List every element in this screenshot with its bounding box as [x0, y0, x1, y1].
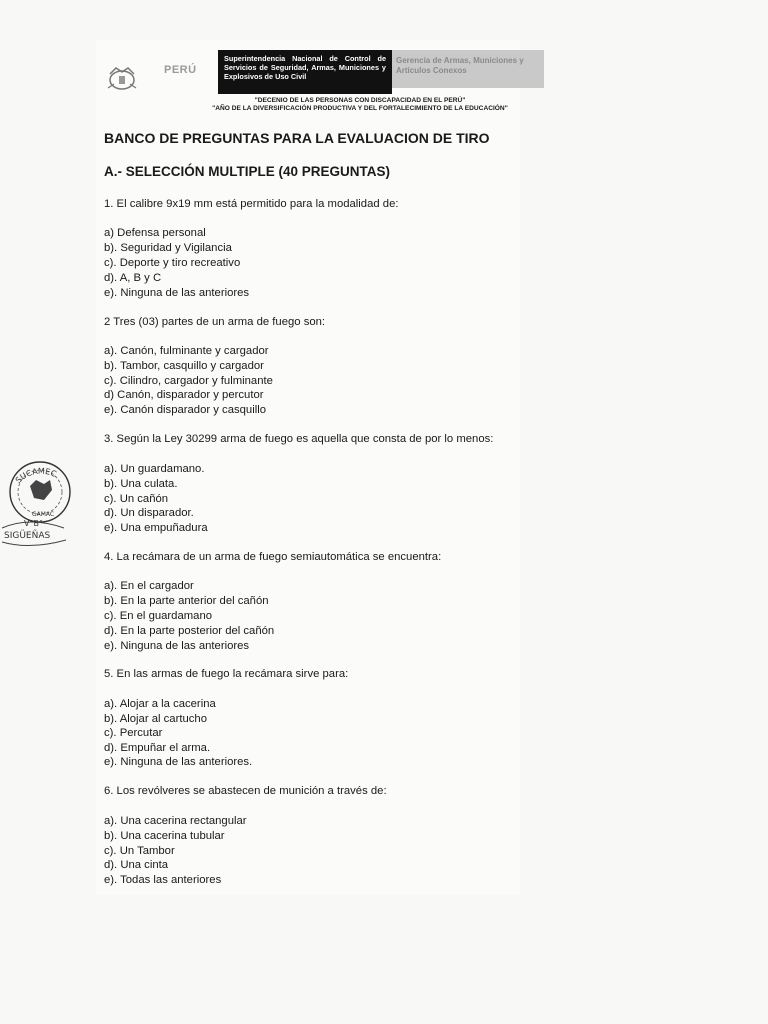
question-1: 1. El calibre 9x19 mm está permitido para la modalidad de: — [104, 198, 399, 210]
question-1-option: e). Ninguna de las anteriores — [104, 287, 250, 299]
institution-block: Superintendencia Nacional de Control de Servicios de Seguridad, Armas, Municiones y Explosivos de Uso Civil — [218, 50, 392, 94]
question-2: 2 Tres (03) partes de un arma de fuego son: — [104, 316, 326, 328]
stamp-text-mid: GAMAC — [32, 511, 55, 518]
stamp-name: SIGÜEÑAS — [4, 531, 51, 541]
question-5: 5. En las armas de fuego la recámara sirve para: — [104, 668, 349, 680]
section-title: A.- SELECCIÓN MULTIPLE (40 PREGUNTAS) — [104, 164, 391, 179]
country-label: PERÚ — [164, 64, 197, 76]
question-5-option: e). Ninguna de las anteriores. — [104, 756, 253, 768]
question-2-option: e). Canón disparador y casquillo — [104, 404, 267, 416]
question-6-option: c). Un Tambor — [104, 845, 175, 857]
question-4-option: d). En la parte posterior del cañón — [104, 625, 275, 637]
question-3-option: c). Un cañón — [104, 493, 169, 505]
question-3-option: b). Una culata. — [104, 478, 178, 490]
question-5-option: a). Alojar a la cacerina — [104, 698, 216, 710]
document-title: BANCO DE PREGUNTAS PARA LA EVALUACION DE TIRO — [104, 130, 490, 146]
question-2-option: c). Cilindro, cargador y fulminante — [104, 375, 273, 387]
question-6-option: d). Una cinta — [104, 859, 169, 871]
question-3: 3. Según la Ley 30299 arma de fuego es aquella que consta de por lo menos: — [104, 433, 494, 445]
question-1-option: c). Deporte y tiro recreativo — [104, 257, 241, 269]
question-5-option: c). Percutar — [104, 727, 163, 739]
question-4-option: c). En el guardamano — [104, 610, 213, 622]
official-stamp — [0, 456, 80, 556]
question-4-option: b). En la parte anterior del cañón — [104, 595, 269, 607]
question-6: 6. Los revólveres se abastecen de munición a través de: — [104, 785, 387, 797]
question-4: 4. La recámara de un arma de fuego semiautomática se encuentra: — [104, 551, 442, 563]
national-emblem-icon — [100, 58, 144, 94]
question-3-option: e). Una empuñadura — [104, 522, 208, 534]
question-1-option: d). A, B y C — [104, 272, 162, 284]
question-1-option: a) Defensa personal — [104, 227, 206, 239]
question-5-option: d). Empuñar el arma. — [104, 742, 211, 754]
question-4-option: e). Ninguna de las anteriores — [104, 640, 250, 652]
question-5-option: b). Alojar al cartucho — [104, 713, 207, 725]
question-2-option: d) Canón, disparador y percutor — [104, 389, 264, 401]
question-6-option: e). Todas las anteriores — [104, 874, 222, 886]
question-1-option: b). Seguridad y Vigilancia — [104, 242, 232, 254]
question-6-option: b). Una cacerina tubular — [104, 830, 225, 842]
question-3-option: a). Un guardamano. — [104, 463, 205, 475]
question-6-option: a). Una cacerina rectangular — [104, 815, 247, 827]
stamp-vb: V°B° — [24, 519, 43, 528]
question-3-option: d). Un disparador. — [104, 507, 194, 519]
year-line: "AÑO DE LA DIVERSIFICACIÓN PRODUCTIVA Y DEL FORTALECIMIENTO DE LA EDUCACIÓN" — [212, 105, 508, 112]
decade-line: "DECENIO DE LAS PERSONAS CON DISCAPACIDAD EN EL PERÚ" — [254, 97, 466, 104]
question-2-option: a). Canón, fulminante y cargador — [104, 345, 269, 357]
office-block: Gerencia de Armas, Municiones y Artículos Conexos — [392, 50, 544, 88]
question-2-option: b). Tambor, casquillo y cargador — [104, 360, 264, 372]
stamp-text-top: SUCAMEC — [13, 466, 58, 486]
question-4-option: a). En el cargador — [104, 580, 194, 592]
